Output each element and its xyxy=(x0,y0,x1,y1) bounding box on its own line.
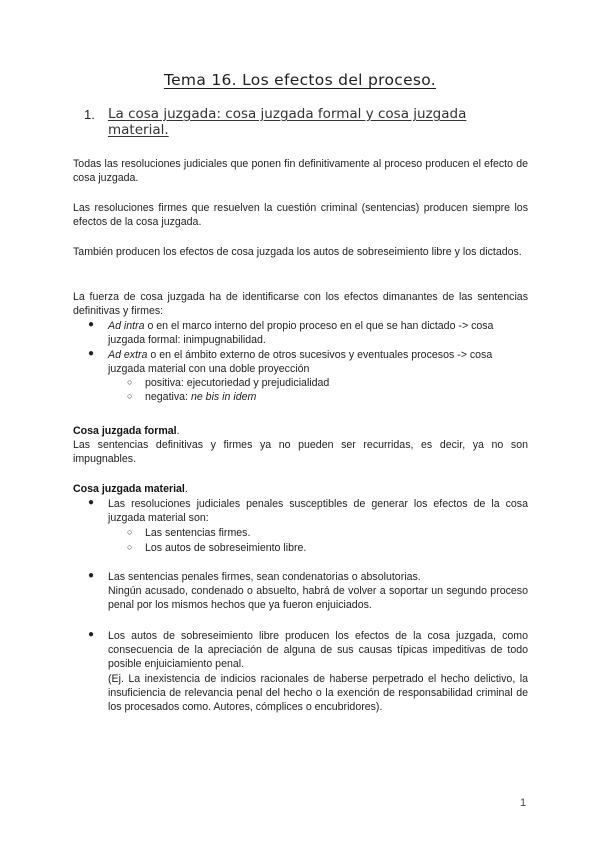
sub-bullet-circle: ○ xyxy=(127,542,133,552)
paragraph-4: La fuerza de cosa juzgada ha de identificarse con los efectos dimanantes de las sentencias definitivas y firmes: xyxy=(73,291,528,318)
sub-negative: negativa: ne bis in idem xyxy=(145,391,257,403)
sub-bullet-circle: ○ xyxy=(127,391,133,401)
material-bullet-3b: (Ej. La inexistencia de indicios racionales de haberse perpetrado el hecho delictivo, la insuficiencia de relevancia penal del hecho o la exención de responsabilidad criminal de los procesados como. Autores, cómplices o encubridores). xyxy=(108,673,528,714)
page-number: 1 xyxy=(520,797,527,809)
material-bullet-2a: Las sentencias penales firmes, sean condenatorias o absolutorias. xyxy=(108,571,421,583)
formal-text: Las sentencias definitivas y firmes ya no pueden ser recurridas, es decir, ya no son impugnables. xyxy=(73,439,528,466)
sub-bullet-circle: ○ xyxy=(127,377,133,387)
bullet-dot: ● xyxy=(88,348,95,359)
effect-intra: Ad intra o en el marco interno del propio proceso en el que se han dictado -> cosa juzgada formal: inimpugnabilidad. xyxy=(108,320,494,347)
material-bullet-2b: Ningún acusado, condenado o absuelto, habrá de volver a soportar un segundo proceso penal por los mismos hechos que ya fueron enjuiciados. xyxy=(108,585,528,612)
extra-term: Ad extra xyxy=(108,349,148,361)
effect-extra: Ad extra o en el ámbito externo de otros sucesivos y eventuales procesos -> cosa juzgada material con una doble proyección xyxy=(108,349,493,376)
bullet-dot: ● xyxy=(88,629,95,640)
page-title: Tema 16. Los efectos del proceso. xyxy=(163,71,437,89)
material-bullet-3a: Los autos de sobreseimiento libre producen los efectos de la cosa juzgada, como consecuencia de la apreciación de alguna de sus causas típicas impeditivas de todo posible enjuiciamiento penal. xyxy=(108,630,528,671)
ne-bis-in-idem: ne bis in idem xyxy=(190,391,257,403)
sub-bullet-circle: ○ xyxy=(127,527,133,537)
section-number: 1. xyxy=(84,107,95,122)
material-sub-1: Las sentencias firmes. xyxy=(145,527,251,539)
bullet-dot: ● xyxy=(88,497,95,508)
bullet-dot: ● xyxy=(88,319,95,330)
paragraph-2: Las resoluciones firmes que resuelven la cuestión criminal (sentencias) producen siempre los efectos de la cosa juzgada. xyxy=(73,202,528,229)
paragraph-3: También producen los efectos de cosa juzgada los autos de sobreseimiento libre y los dictados. xyxy=(73,246,522,258)
section-title: La cosa juzgada: cosa juzgada formal y cosa juzgada material. xyxy=(108,106,467,138)
material-sub-2: Los autos de sobreseimiento libre. xyxy=(145,542,307,554)
paragraph-1: Todas las resoluciones judiciales que ponen fin definitivamente al proceso producen el efecto de cosa juzgada. xyxy=(73,158,528,185)
bullet-dot: ● xyxy=(88,570,95,581)
material-heading: Cosa juzgada material. xyxy=(73,483,188,495)
material-bullet-1: Las resoluciones judiciales penales susceptibles de generar los efectos de la cosa juzgada material son: xyxy=(108,498,528,525)
intra-term: Ad intra xyxy=(108,320,145,332)
sub-positive: positiva: ejecutoriedad y prejudicialidad xyxy=(145,377,330,389)
formal-heading: Cosa juzgada formal. xyxy=(73,425,180,437)
